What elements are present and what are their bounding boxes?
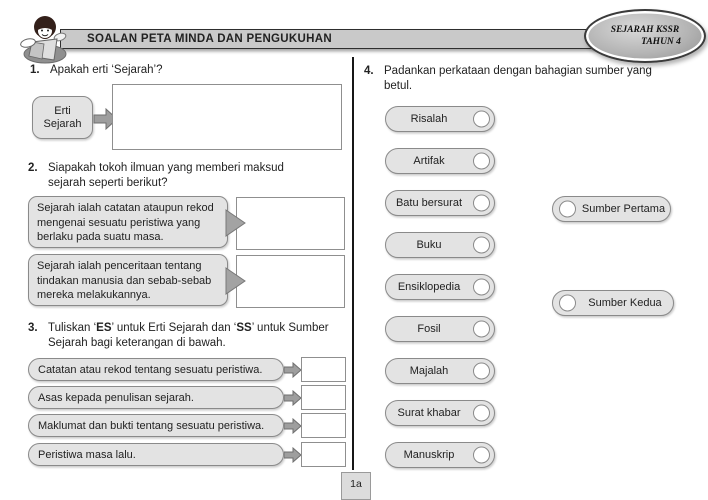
q3-item-pill: Asas kepada penulisan sejarah.	[28, 386, 284, 409]
match-circle[interactable]	[473, 111, 490, 128]
match-circle[interactable]	[473, 447, 490, 464]
question-2-text: Siapakah tokoh ilmuan yang memberi maksud sejarah seperti berikut?	[48, 162, 284, 189]
q4-target-sumber-pertama[interactable]: Sumber Pertama	[552, 196, 671, 222]
arrow-right-icon	[284, 362, 302, 378]
arrow-right-icon	[284, 447, 302, 463]
q1-answer-box[interactable]	[112, 84, 342, 150]
arrow-right-icon	[284, 390, 302, 406]
match-circle[interactable]	[559, 201, 576, 218]
q3-item-pill: Catatan atau rekod tentang sesuatu peristiwa.	[28, 358, 284, 381]
q4-word-risalah[interactable]: Risalah	[385, 106, 495, 132]
q2-answer-box-1[interactable]	[236, 197, 345, 250]
arrow-right-icon	[225, 209, 246, 237]
arrow-right-icon	[225, 267, 246, 295]
badge-year: TAHUN 4	[641, 37, 681, 47]
question-3-header	[28, 321, 350, 350]
q4-word-manuskrip[interactable]: Manuskrip	[385, 442, 495, 468]
erti-label-line2: Sejarah	[43, 117, 82, 130]
q3-item-pill: Maklumat dan bukti tentang sesuatu peristiwa.	[28, 414, 284, 437]
q3-answer-box-2[interactable]	[301, 385, 346, 410]
q4-word-buku[interactable]: Buku	[385, 232, 495, 258]
match-circle[interactable]	[473, 405, 490, 422]
erti-label-line1: Erti	[54, 104, 71, 117]
q4-word-majalah[interactable]: Majalah	[385, 358, 495, 384]
reading-person-icon	[20, 13, 70, 65]
q3-item-pill: Peristiwa masa lalu.	[28, 443, 284, 466]
question-4-text: Padankan perkataan dengan bahagian sumber yang betul.	[384, 65, 652, 92]
match-circle[interactable]	[473, 153, 490, 170]
match-circle[interactable]	[473, 237, 490, 254]
question-1-text: Apakah erti ‘Sejarah’?	[50, 64, 163, 76]
q3-answer-box-4[interactable]	[301, 442, 346, 467]
arrow-right-icon	[284, 418, 302, 434]
match-circle[interactable]	[559, 295, 576, 312]
match-circle[interactable]	[473, 321, 490, 338]
header-bar	[60, 29, 652, 49]
q4-word-batu-bersurat[interactable]: Batu bersurat	[385, 190, 495, 216]
question-4-header	[364, 64, 680, 93]
question-2-header	[28, 161, 320, 190]
question-2-number: 2.	[28, 162, 38, 174]
q2-answer-box-2[interactable]	[236, 255, 345, 308]
match-circle[interactable]	[473, 363, 490, 380]
question-4-number: 4.	[364, 65, 374, 77]
question-1-number: 1.	[30, 64, 40, 76]
erti-sejarah-label	[32, 96, 93, 139]
column-divider	[352, 57, 354, 470]
header-title: SOALAN PETA MINDA DAN PENGUKUHAN	[87, 33, 332, 45]
q3-answer-box-1[interactable]	[301, 357, 346, 382]
question-1-header	[30, 63, 330, 78]
q4-word-surat-khabar[interactable]: Surat khabar	[385, 400, 495, 426]
question-3-number: 3.	[28, 322, 38, 334]
q2-statement-2: Sejarah ialah penceritaan tentang tindakan manusia dan sebab-sebab mereka melakukannya.	[28, 254, 228, 306]
subject-badge	[584, 9, 706, 63]
question-3-text: Tuliskan ‘ES’ untuk Erti Sejarah dan ‘SS’ untuk Sumber Sejarah bagi keterangan di bawah.	[48, 322, 329, 349]
match-circle[interactable]	[473, 279, 490, 296]
q4-word-ensiklopedia[interactable]: Ensiklopedia	[385, 274, 495, 300]
q4-word-artifak[interactable]: Artifak	[385, 148, 495, 174]
badge-subject: SEJARAH KSSR	[610, 25, 680, 35]
match-circle[interactable]	[473, 195, 490, 212]
q4-target-sumber-kedua[interactable]: Sumber Kedua	[552, 290, 674, 316]
q4-word-fosil[interactable]: Fosil	[385, 316, 495, 342]
q2-statement-1: Sejarah ialah catatan ataupun rekod mengenai sesuatu peristiwa yang berlaku pada suatu masa.	[28, 196, 228, 248]
page-number: 1a	[341, 472, 371, 500]
q3-answer-box-3[interactable]	[301, 413, 346, 438]
